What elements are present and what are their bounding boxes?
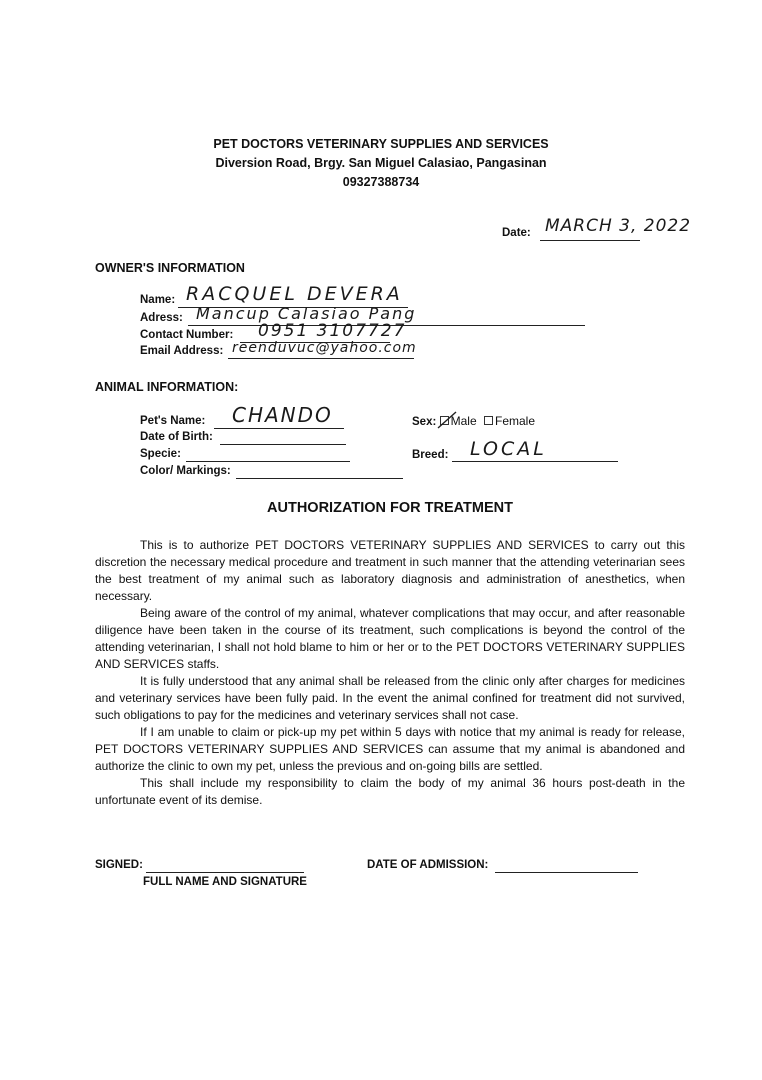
animal-heading: ANIMAL INFORMATION: [95,380,239,394]
pet-name-line [214,428,344,429]
admission-label: DATE OF ADMISSION: [367,859,489,871]
female-label: Female [495,414,536,428]
breed-value: LOCAL [470,438,547,460]
owner-address-value: Mancup Calasiao Pang [196,304,417,323]
dob-line [220,444,346,445]
specie-line [186,461,350,462]
document-title: AUTHORIZATION FOR TREATMENT [267,500,513,516]
pet-name-label: Pet's Name: [140,415,206,427]
breed-label: Breed: [412,449,449,461]
owner-contact-label: Contact Number: [140,329,234,341]
female-checkbox[interactable] [484,416,493,425]
sex-row [412,414,535,428]
owner-email-label: Email Address: [140,345,224,357]
company-phone: 09327388734 [342,175,420,189]
signature-caption: FULL NAME AND SIGNATURE [143,876,307,888]
paragraph-3: It is fully understood that any animal shall be released from the clinic only after charges for medicines and veterinary services have been fully paid. In the event the animal confined for treatment did not survived, such obligations to pay for the medicines and veterinary services shall not case. [95,674,685,722]
specie-label: Specie: [140,448,181,460]
sex-label: Sex: [412,416,437,428]
date-line [540,240,640,241]
owner-email-line [228,358,414,359]
owner-name-label: Name: [140,294,176,306]
breed-line [452,461,618,462]
admission-line[interactable] [495,872,638,873]
owner-name-value: RACQUEL DEVERA [186,283,403,305]
date-value: MARCH 3, 2022 [545,216,692,236]
signature-line[interactable] [146,872,304,873]
owner-email-value: reenduvuc@yahoo.com [232,340,417,356]
signed-label: SIGNED: [95,859,143,871]
company-name: PET DOCTORS VETERINARY SUPPLIES AND SERVICES [213,137,549,151]
paragraph-4: If I am unable to claim or pick-up my pet within 5 days with notice that my animal is ready for release, PET DOCTORS VETERINARY SUPPLIES AND SERVICES can assume that my animal is abandoned and authorize the clinic to own my pet, unless the previous and on-going bills are settled. [95,725,685,773]
paragraph-1: This is to authorize PET DOCTORS VETERINARY SUPPLIES AND SERVICES to carry out this discretion the necessary medical procedure and treatment in such manner that the attending veterinarian sees the best treatment of my animal such as laboratory diagnosis and administration of anesthetics, when necessary. [95,538,685,603]
paragraph-5: This shall include my responsibility to claim the body of my animal 36 hours post-death in the unfortunate event of its demise. [95,776,685,807]
owner-contact-value: 0951 3107727 [258,321,407,341]
dob-label: Date of Birth: [140,431,213,443]
male-checkmark [436,410,458,430]
authorization-body [95,537,685,809]
owner-heading: OWNER'S INFORMATION [95,261,245,275]
color-line [236,478,403,479]
color-label: Color/ Markings: [140,465,231,477]
owner-address-label: Adress: [140,312,183,324]
pet-name-value: CHANDO [232,403,333,427]
date-label: Date: [502,227,531,239]
male-label: Male [450,414,477,428]
paragraph-2: Being aware of the control of my animal, whatever complications that may occur, and after reasonable diligence have been taken in the course of its treatment, such complications is beyond the control of the attending veterinarian, I shall not hold blame to him or her or to the PET DOCTORS VETERINARY SUPPLIES AND SERVICES staffs. [95,606,685,671]
company-address: Diversion Road, Brgy. San Miguel Calasiao, Pangasinan [215,156,547,170]
